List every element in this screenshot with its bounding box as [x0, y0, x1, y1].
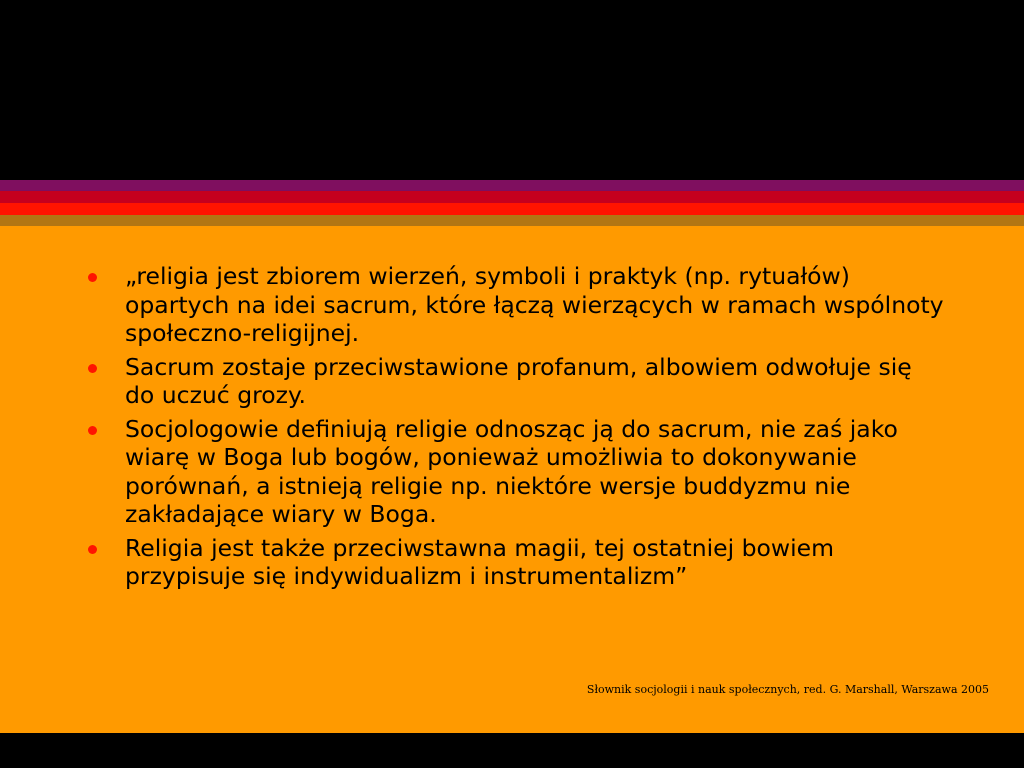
header-band: [0, 0, 1024, 180]
bullet-dot-icon: [88, 426, 97, 435]
bullet-text: Sacrum zostaje przeciwstawione profanum, albowiem odwołuje się do uczuć grozy.: [125, 352, 912, 409]
source-citation: Słownik socjologii i nauk społecznych, red. G. Marshall, Warszawa 2005: [586, 683, 989, 696]
decorative-stripe-olive: [0, 215, 1024, 226]
bullet-item: [85, 353, 945, 410]
decorative-stripe-darkred: [0, 191, 1024, 203]
bullet-text: „religia jest zbiorem wierzeń, symboli i praktyk (np. rytuałów) opartych na idei sacrum, które łączą wierzących w ramach wspólnoty społeczno-religijnej.: [125, 262, 944, 347]
decorative-stripe-purple: [0, 180, 1024, 191]
bullet-item: [85, 534, 945, 591]
bullet-dot-icon: [88, 273, 97, 282]
decorative-stripe-red: [0, 203, 1024, 215]
bullet-dot-icon: [88, 545, 97, 554]
bullet-list: [85, 262, 945, 596]
bullet-text: Socjologowie definiują religie odnosząc ją do sacrum, nie zaś jako wiarę w Boga lub bogów, ponieważ umożliwia to dokonywanie porównań, a istnieją religie np. niektóre wersje buddyzmu nie zakładające wiary w Boga.: [125, 414, 898, 528]
bullet-dot-icon: [88, 364, 97, 373]
footer-band: [0, 733, 1024, 768]
bullet-item: [85, 262, 945, 348]
bullet-text: Religia jest także przeciwstawna magii, tej ostatniej bowiem przypisuje się indywidualizm i instrumentalizm”: [125, 533, 834, 590]
bullet-item: [85, 415, 945, 529]
